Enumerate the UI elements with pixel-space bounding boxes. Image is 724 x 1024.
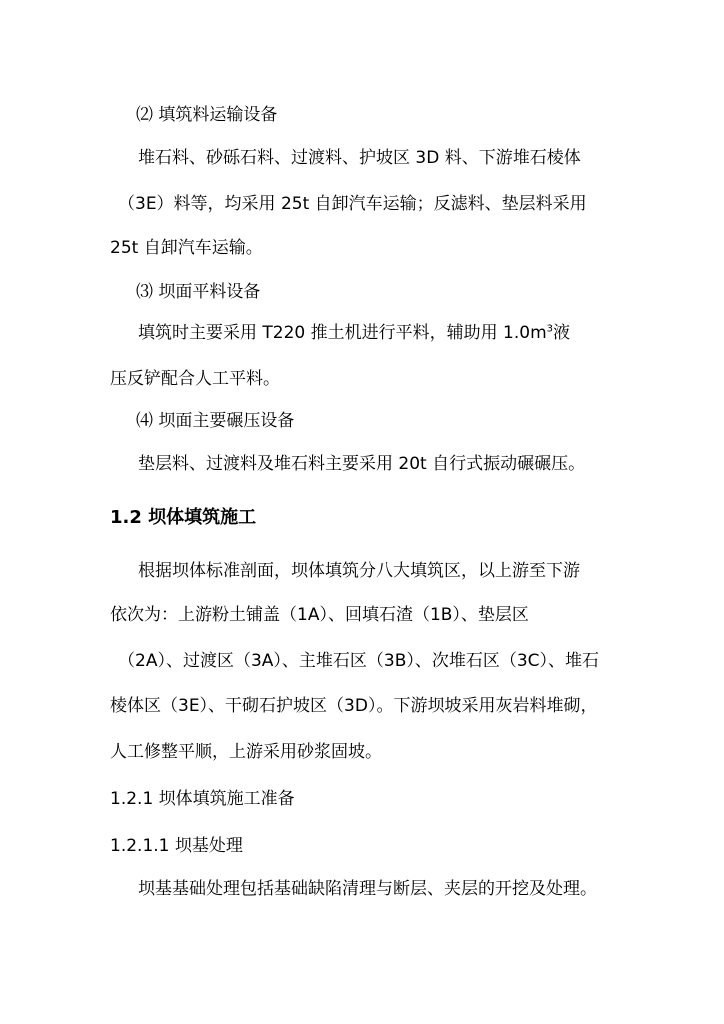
item-2-body-line-3: 25t 自卸汽车运输。 [110,238,263,258]
section-1-2-para-line-1: 根据坝体标准剖面，坝体填筑分八大填筑区，以上游至下游 [138,561,580,581]
section-1-2-1-heading: 1.2.1 坝体填筑施工准备 [110,789,295,809]
item-3-body-line-1 [138,322,626,344]
item-4-heading: ⑷ 坝面主要碾压设备 [136,411,295,431]
section-1-2-para-line-2: 依次为：上游粉土铺盖（1A）、回填石渣（1B）、垫层区 [110,605,529,625]
section-1-2-1-1-para: 坝基基础处理包括基础缺陷清理与断层、夹层的开挖及处理。 [138,879,597,899]
section-1-2-para-line-3: （2A）、过渡区（3A）、主堆石区（3B）、次堆石区（3C）、堆石 [118,651,600,671]
section-1-2-heading: 1.2 坝体填筑施工 [110,507,257,528]
item-3-heading: ⑶ 坝面平料设备 [136,282,261,302]
item-2-body-line-1: 堆石料、砂砾石料、过渡料、护坡区 3D 料、下游堆石棱体 [138,148,581,168]
superscript-3: 3 [546,323,554,335]
item-3-body-line-2: 压反铲配合人工平料。 [110,369,280,389]
section-1-2-para-line-5: 人工修整平顺，上游采用砂浆固坡。 [110,742,382,762]
section-1-2-para-line-4: 棱体区（3E）、干砌石护坡区（3D）。下游坝坡采用灰岩料堆砌， [110,696,598,716]
item-4-body: 垫层料、过渡料及堆石料主要采用 20t 自行式振动碾碾压。 [138,454,586,474]
item-2-body-line-2: （3E）料等，均采用 25t 自卸汽车运输；反滤料、垫层料采用 [118,194,587,214]
section-1-2-1-1-heading: 1.2.1.1 坝基处理 [110,836,243,856]
item-3-body-text: 填筑时主要采用 T220 推土机进行平料，辅助用 1.0m [138,323,547,343]
item-2-heading: ⑵ 填筑料运输设备 [136,105,278,125]
item-3-body-text-end: 液 [553,323,571,343]
